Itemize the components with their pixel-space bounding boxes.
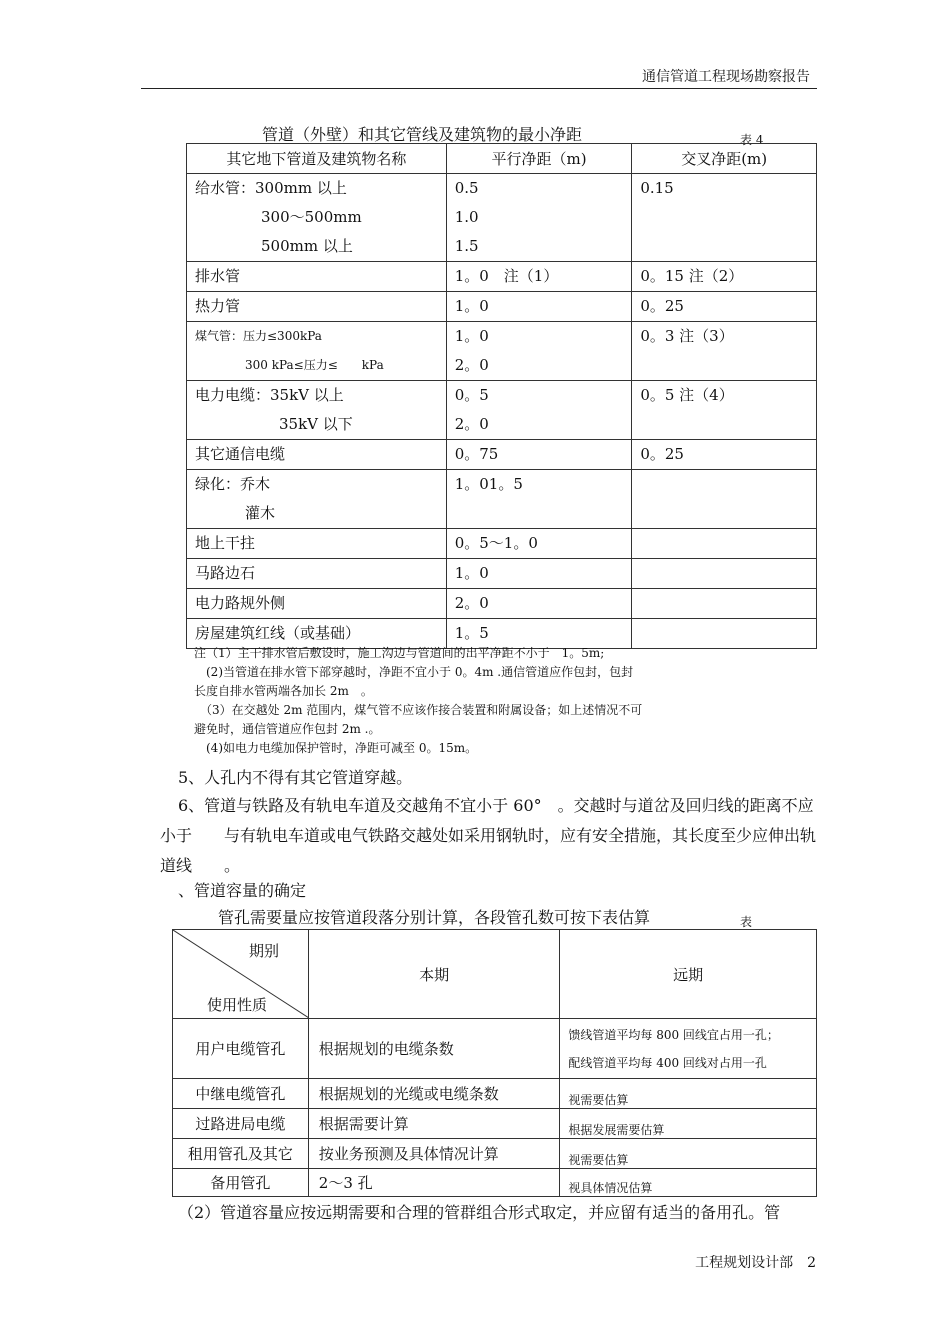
header-title: 通信管道工程现场勘察报告: [642, 69, 810, 85]
note-line: 避免时，通信管道应作包封 2m .。: [194, 722, 381, 736]
header-cell: 本期: [308, 930, 560, 1019]
cell-line: 300 kPa≤压力≤ kPa: [245, 358, 384, 372]
cell-line: 房屋建筑红线（或基础）: [195, 624, 361, 642]
cell-line: 地上干拄: [195, 534, 256, 552]
cell-line: 1。0: [454, 327, 489, 345]
table-row: [187, 262, 817, 292]
table-row: [187, 381, 817, 440]
cell-line: 0。5: [454, 386, 489, 404]
cell-line: 电力电缆：35kV 以上: [195, 386, 344, 404]
cell-line: 绿化：乔木: [195, 475, 271, 493]
table-header-row: [187, 144, 817, 174]
table-row: [187, 322, 817, 381]
cell-line: 排水管: [195, 267, 241, 285]
cell-type: 备用管孔: [173, 1169, 309, 1197]
note-line: (4)如电力电缆加保护管时，净距可减至 0。15m。: [194, 741, 478, 755]
cell-line: 配线管道平均每 400 回线对占用一孔: [568, 1055, 767, 1070]
cell-line: 1。0: [454, 564, 489, 582]
table2-caption: 管孔需要量应按管道段落分别计算，各段管孔数可按下表估算: [218, 908, 651, 927]
corner-top-label: 期别: [249, 942, 280, 960]
cell-line: [640, 589, 816, 618]
cell-current: 根据需要计算: [308, 1109, 560, 1139]
table-notes: [194, 644, 794, 758]
cell-future: 视具体情况估算: [560, 1169, 817, 1197]
cell-future: [560, 1019, 817, 1079]
cell-line: 灌木: [245, 504, 276, 522]
cell-line: 1。01。5: [454, 475, 523, 493]
header-cell: 平行净距（m): [446, 144, 632, 174]
cell-line: 0。25: [640, 297, 684, 315]
cell-line: 给水管：300mm 以上: [195, 179, 347, 197]
footer-dept: 工程规划设计部: [695, 1255, 794, 1271]
cell-line: 马路边石: [195, 564, 256, 582]
cell-line: 煤气管：压力≤300kPa: [195, 329, 322, 343]
header-cell: 远期: [560, 930, 817, 1019]
paragraph-capacity: （2）管道容量应按远期需要和合理的管群组合形式取定，并应留有适当的备用孔。管: [178, 1203, 781, 1222]
clearance-table: [186, 143, 817, 649]
cell-current: 根据规划的电缆条数: [308, 1019, 560, 1079]
cell-future: 视需要估算: [560, 1079, 817, 1109]
cell-future: 视需要估算: [560, 1139, 817, 1169]
cell-type: 过路进局电缆: [173, 1109, 309, 1139]
header-cell: 其它地下管道及建筑物名称: [187, 144, 447, 174]
table-row: [173, 1109, 817, 1139]
cell-line: 0。25: [640, 445, 684, 463]
cell-line: 电力路规外侧: [195, 594, 286, 612]
table-row: [187, 559, 817, 589]
corner-bottom-label: 使用性质: [207, 996, 268, 1014]
cell-current: 按业务预测及具体情况计算: [308, 1139, 560, 1169]
table-row: [173, 1079, 817, 1109]
table-row: [187, 292, 817, 322]
cell-line: [640, 559, 816, 588]
cell-type: 租用管孔及其它: [173, 1139, 309, 1169]
note-line: 注（1）主干排水管后敷设时，施工沟边与管道间的出平净距不小于 1。5m;: [194, 646, 605, 660]
cell-line: 其它通信电缆: [195, 445, 286, 463]
table-row: [173, 1169, 817, 1197]
table-row: [173, 1019, 817, 1079]
table-header-row: [173, 930, 817, 1019]
table-row: [173, 1139, 817, 1169]
note-line: （3）在交越处 2m 范围内，煤气管不应该作接合装置和附属设备；如上述情况不可: [194, 703, 643, 717]
table2-label: 表: [740, 915, 753, 929]
cell-line: 热力管: [195, 297, 241, 315]
cell-line: [640, 529, 816, 558]
cell-line: 0。75: [454, 445, 499, 463]
corner-header-cell: [173, 930, 308, 1018]
cell-type: 中继电缆管孔: [173, 1079, 309, 1109]
paragraph-6: 6、管道与铁路及有轨电车道及交越角不宜小于 60° 。交越时与道岔及回归线的距离不应小于 与有轨电车道或电气铁路交越处如采用钢轨时，应有安全措施，其长度至少应伸出轨道线 。: [160, 796, 817, 875]
table-row: [187, 174, 817, 262]
cell-line: 1。0 注（1）: [454, 267, 559, 285]
table-row: [187, 529, 817, 559]
cell-line: 0。15 注（2）: [640, 267, 744, 285]
header-cell: 交叉净距(m): [632, 144, 817, 174]
cell-line: 35kV 以下: [279, 415, 353, 433]
cell-line: 0.15: [640, 179, 674, 197]
cell-line: 500mm 以上: [261, 237, 353, 255]
page-number: 2: [807, 1255, 816, 1271]
cell-line: [640, 470, 816, 499]
note-line: 长度自排水管两端各加长 2m 。: [194, 684, 373, 698]
paragraph-5: 5、人孔内不得有其它管道穿越。: [178, 768, 413, 787]
cell-line: 1.0: [454, 208, 479, 226]
table-row: [187, 440, 817, 470]
cell-line: 0。3 注（3）: [640, 327, 734, 345]
cell-line: 0。5～1。0: [454, 534, 538, 552]
cell-type: 用户电缆管孔: [173, 1019, 309, 1079]
table-row: [187, 589, 817, 619]
cell-line: 2。0: [454, 415, 489, 433]
section-heading: 、管道容量的确定: [178, 881, 307, 900]
cell-line: 0。5 注（4）: [640, 386, 734, 404]
cell-line: 0.5: [454, 179, 479, 197]
cell-line: 2。0: [454, 356, 489, 374]
cell-future: 根据发展需要估算: [560, 1109, 817, 1139]
cell-line: 馈线管道平均每 800 回线宜占用一孔；: [568, 1027, 779, 1042]
cell-line: 1。0: [454, 297, 489, 315]
cell-line: 1.5: [454, 237, 479, 255]
duct-capacity-table: [172, 929, 817, 1197]
cell-line: 2。0: [454, 594, 489, 612]
cell-current: 2～3 孔: [308, 1169, 560, 1197]
note-line: (2)当管道在排水管下部穿越时，净距不宜小于 0。4m .通信管道应作包封，包封: [194, 665, 634, 679]
table1-label: 表 4: [740, 133, 764, 147]
header-rule: [141, 88, 817, 89]
footer: [695, 1252, 816, 1272]
cell-line: 300～500mm: [261, 208, 362, 226]
cell-line: 1。5: [454, 624, 489, 642]
cell-current: 根据规划的光缆或电缆条数: [308, 1079, 560, 1109]
table1-caption: 管道（外壁）和其它管线及建筑物的最小净距: [262, 125, 583, 144]
table-row: [187, 470, 817, 529]
